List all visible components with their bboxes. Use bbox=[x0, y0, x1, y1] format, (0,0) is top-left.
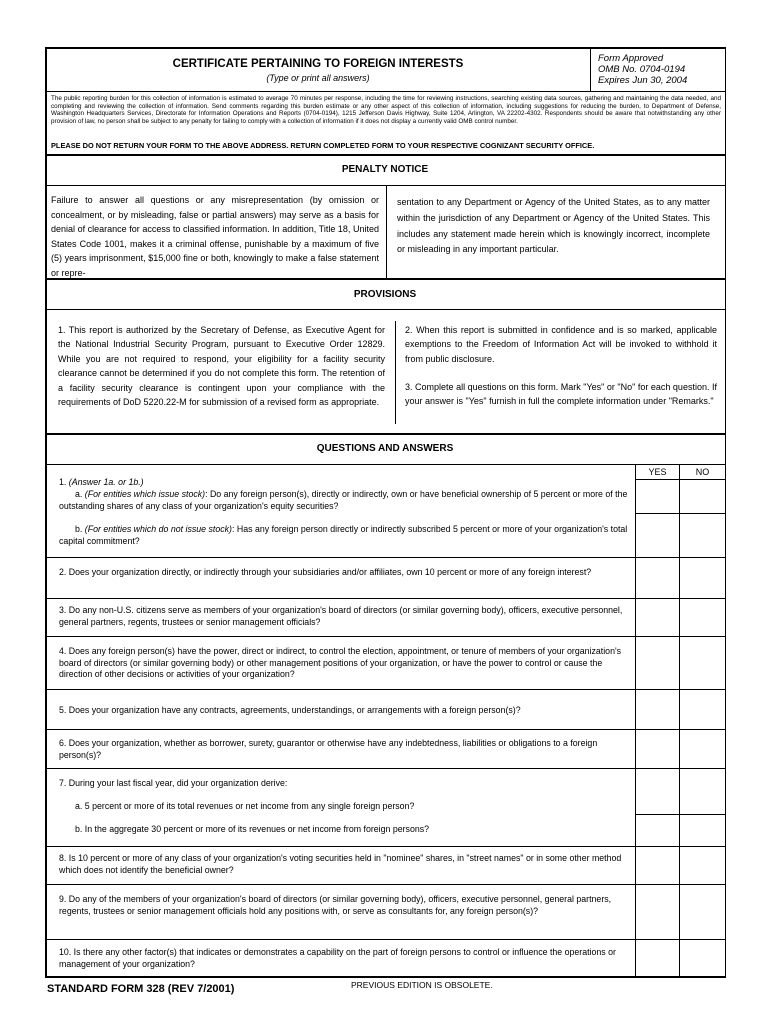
question-7a: a. 5 percent or more of its total revenues or net income from any single foreign person? bbox=[75, 801, 415, 811]
question-7: 7. During your last fiscal year, did your organization derive: bbox=[59, 778, 288, 788]
q1a-no-box[interactable] bbox=[680, 480, 724, 513]
question-2: 2. Does your organization directly, or indirectly through your subsidiaries and/or affiliates, own 10 percent or more of any foreign interest? bbox=[59, 567, 592, 577]
q4-yes-box[interactable] bbox=[636, 637, 679, 689]
qa-heading: QUESTIONS AND ANSWERS bbox=[316, 443, 454, 454]
q8-yes-box[interactable] bbox=[636, 847, 679, 884]
burden-statement: The public reporting burden for this collection of information is estimated to average 70 minutes per response, including the time for reviewing instructions, searching existing data sources, gathering and maintaining the data needed, and completing and reviewing the collection of information. Send comments regarding this burden estimate or any other aspect of this collection of information, including suggestions for reducing the burden, to Department of Defense, Washington Headquarters Services, Directorate for Information Operations and Reports (0704-0194), 1215 Jefferson Davis Highway, Suite 1204, Arlington, VA 22202-4302. Respondents should be aware that notwithstanding any other provision of law, no person shall be subject to any penalty for failing to comply with a collection of information if it does not display a currently valid OMB control number. bbox=[51, 95, 721, 125]
question-1a bbox=[59, 489, 629, 512]
question-1b-text: : Has any foreign person directly or indirectly subscribed 5 percent or more of your organization's total capital commitment? bbox=[59, 524, 628, 546]
row-rule bbox=[45, 768, 726, 769]
q7a-yes-box[interactable] bbox=[636, 769, 679, 814]
q4-no-box[interactable] bbox=[680, 637, 724, 689]
q10-yes-box[interactable] bbox=[636, 940, 679, 976]
qa-heading-rule bbox=[45, 464, 726, 465]
frame-bottom bbox=[45, 976, 726, 978]
q7a-no-box[interactable] bbox=[680, 769, 724, 814]
question-9: 9. Do any of the members of your organization's board of directors (or similar governing body), officers, executive personnel, general partners, regents, trustees or senior management officials hold any positions with, or serve as consultants for, any foreign person(s)? bbox=[59, 894, 612, 916]
frame-top bbox=[45, 47, 726, 49]
row-rule bbox=[45, 729, 726, 730]
penalty-column-divider bbox=[386, 185, 387, 278]
q2-no-box[interactable] bbox=[680, 558, 724, 598]
question-5: 5. Does your organization have any contracts, agreements, understandings, or arrangements with a foreign person(s)? bbox=[59, 705, 521, 715]
question-1-number: 1. bbox=[59, 477, 67, 487]
no-column-header: NO bbox=[695, 467, 710, 477]
yes-column-header: YES bbox=[648, 467, 667, 477]
row-rule bbox=[45, 636, 726, 637]
q3-no-box[interactable] bbox=[680, 599, 724, 636]
question-7b: b. In the aggregate 30 percent or more of its revenues or net income from foreign persons? bbox=[75, 824, 430, 834]
header-divider-vertical bbox=[590, 47, 591, 91]
question-1b-label: (For entities which do not issue stock) bbox=[84, 524, 232, 534]
provisions-heading-rule bbox=[45, 309, 726, 310]
penalty-right-text: sentation to any Department or Agency of the United States, as to any matter within the jurisdiction of any Department or Agency of the United States. This includes any statement made herein which is knowingly incorrect, incomplete or misleading in any important particular. bbox=[397, 197, 710, 255]
provision-2: 2. When this report is submitted in confidence and is so marked, applicable exemptions to the Freedom of Information Act will be invoked to withhold it from public disclosure. bbox=[405, 325, 717, 364]
q2-yes-box[interactable] bbox=[636, 558, 679, 598]
form-subtitle: (Type or print all answers) bbox=[266, 73, 370, 83]
question-8: 8. Is 10 percent or more of any class of your organization's voting securities held in "nominee" shares, in "street names" or in some other method which does not identify the beneficial owner? bbox=[59, 853, 622, 875]
penalty-left-text: Failure to answer all questions or any misrepresentation (by omission or concealment, or by misleading, false or partial answers) may serve as a basis for denial of clearance for access to classified information. In addition, Title 18, United States Code 1001, makes it a criminal offense, punishable by a maximum of five (5) years imprisonment, $15,000 fine or both, knowingly to make a false statement or repre- bbox=[51, 195, 379, 278]
q6-no-box[interactable] bbox=[680, 730, 724, 768]
penalty-top-rule bbox=[45, 154, 726, 156]
q9-no-box[interactable] bbox=[680, 885, 724, 939]
edition-notice: PREVIOUS EDITION IS OBSOLETE. bbox=[351, 980, 493, 990]
row-rule bbox=[45, 939, 726, 940]
question-1 bbox=[59, 477, 629, 489]
row-rule bbox=[45, 884, 726, 885]
q6-yes-box[interactable] bbox=[636, 730, 679, 768]
return-notice: PLEASE DO NOT RETURN YOUR FORM TO THE ABOVE ADDRESS. RETURN COMPLETED FORM TO YOUR RESPECTIVE COGNIZANT SECURITY OFFICE. bbox=[51, 141, 595, 150]
q1a-yes-box[interactable] bbox=[636, 480, 679, 513]
question-1b-prefix: b. bbox=[75, 524, 83, 534]
q1b-no-box[interactable] bbox=[680, 514, 724, 557]
provisions-bottom-rule bbox=[45, 433, 726, 435]
question-10: 10. Is there any other factor(s) that indicates or demonstrates a capability on the part of foreign persons to control or influence the operations or management of your organization? bbox=[59, 947, 616, 969]
question-1b bbox=[59, 524, 629, 547]
row-rule bbox=[45, 598, 726, 599]
frame-left bbox=[45, 47, 47, 977]
question-1a-text: : Do any foreign person(s), directly or indirectly, own or have beneficial ownership of 5 percent or more of the outstanding shares of any class of your organization's equity securities? bbox=[59, 489, 628, 511]
q7b-yes-box[interactable] bbox=[636, 815, 679, 846]
provisions-heading: PROVISIONS bbox=[353, 289, 417, 300]
provisions-column-divider bbox=[395, 321, 396, 424]
row-rule bbox=[45, 557, 726, 558]
provision-1: 1. This report is authorized by the Secretary of Defense, as Executive Agent for the National Industrial Security Program, pursuant to Executive Order 12829. While you are not required to respond, your eligibility for a facility security clearance cannot be determined if you do not complete this form. The retention of a facility security clearance is contingent upon your compliance with the requirements of DoD 5220.22-M for submission of a revised form as appropriate. bbox=[58, 325, 385, 408]
q8-no-box[interactable] bbox=[680, 847, 724, 884]
row-rule bbox=[45, 689, 726, 690]
q7b-no-box[interactable] bbox=[680, 815, 724, 846]
q1b-yes-box[interactable] bbox=[636, 514, 679, 557]
q3-yes-box[interactable] bbox=[636, 599, 679, 636]
provision-3: 3. Complete all questions on this form. Mark "Yes" or "No" for each question. If your answer is "Yes" furnish in full the complete information under "Remarks." bbox=[405, 382, 717, 407]
question-6: 6. Does your organization, whether as borrower, surety, guarantor or otherwise have any indebtedness, liabilities or obligations to a foreign person(s)? bbox=[59, 738, 598, 760]
omb-line: Expires Jun 30, 2004 bbox=[598, 75, 688, 86]
question-1-intro: (Answer 1a. or 1b.) bbox=[68, 477, 144, 487]
header-divider-horizontal bbox=[45, 91, 726, 92]
omb-info bbox=[598, 53, 723, 86]
q5-yes-box[interactable] bbox=[636, 690, 679, 729]
question-1a-prefix: a. bbox=[75, 489, 83, 499]
question-3: 3. Do any non-U.S. citizens serve as members of your organization's board of directors (or similar governing body), officers, executive personnel, general partners, regents, trustees or senior management officials? bbox=[59, 605, 623, 627]
omb-line: Form Approved bbox=[598, 53, 664, 64]
omb-line: OMB No. 0704-0194 bbox=[598, 64, 686, 75]
question-1a-label: (For entities which issue stock) bbox=[84, 489, 206, 499]
question-4: 4. Does any foreign person(s) have the power, direct or indirect, to control the election, appointment, or tenure of members of your organization's board of directors (or similar governing body) or other management positions of your organization, or have the power to control or cause the direction of other decisions or activities of your organization? bbox=[59, 646, 622, 680]
q9-yes-box[interactable] bbox=[636, 885, 679, 939]
frame-right bbox=[725, 47, 727, 977]
q5-no-box[interactable] bbox=[680, 690, 724, 729]
q10-no-box[interactable] bbox=[680, 940, 724, 976]
penalty-heading: PENALTY NOTICE bbox=[341, 164, 429, 175]
form-title: CERTIFICATE PERTAINING TO FOREIGN INTERESTS bbox=[172, 58, 464, 70]
form-number: STANDARD FORM 328 (REV 7/2001) bbox=[47, 983, 235, 995]
row-rule bbox=[45, 846, 726, 847]
penalty-bottom-rule bbox=[45, 278, 726, 280]
